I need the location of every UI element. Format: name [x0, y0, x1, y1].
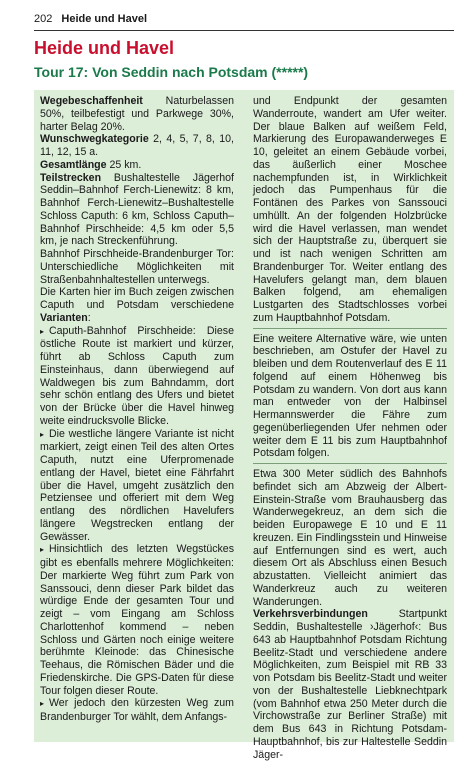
- bullet-text: Wer jedoch den kürzesten Weg zum Brandenburger Tor wählt, dem Anfangs-: [40, 697, 234, 723]
- varianten-colon: :: [87, 311, 91, 324]
- verkehrsverbindungen: [253, 608, 447, 761]
- bahnhof-paragraph: Bahnhof Pirschheide-Brandenburger Tor: Unterschiedliche Möglichkeiten mit Straßenbahnhaltestellen unterwegs.: [40, 248, 234, 286]
- header-rule: [34, 30, 454, 31]
- route-paragraph: und Endpunkt der gesamten Wanderroute, wandert am Ufer weiter. Der blaue Balken auf weißem Feld, Markierung des Europawanderweges E 10, geleitet an einem Gebäude vorbei, das äußerlich einer Moschee nachempfunden ist, in Wirklichkeit jedoch das Pumpenhaus für die Fontänen des Parkes von Sanssouci umhüllt. An der folgenden Holzbrücke wird die Havel verlassen, man wendet sich der Hauptstraße zu, überquert sie und ist nach wenigen Schritten am Brandenburger Tor. Weiter entlang des Havelufers gelangt man, dem blauen Balken folgend, am ehemaligen Lustgarten des Stadtschlosses vorbei zum Hauptbahnhof Potsdam.: [253, 95, 447, 324]
- gesamtlaenge-text: 25 km.: [106, 158, 142, 171]
- triangle-bullet-icon: ▸: [40, 429, 45, 439]
- gesamtlaenge: [40, 159, 234, 172]
- section-divider: [253, 463, 447, 464]
- wanderwegekreuz-paragraph: Etwa 300 Meter südlich des Bahnhofs befindet sich am Abzweig der Albert-Einstein-Straße vom Brauhausberg das Wanderwegekreuz, an dem sich die beiden Europawege E 10 und E 11 kreuzen. Ein Findlingsstein und Hinweise auf Entfernungen sind es wert, auch diesem Ort als Abschluss einen Besuch abzustatten. Vielleicht animiert das Wanderkreuz auch zu weiteren Wanderungen.: [253, 468, 447, 608]
- bullet-item: [40, 428, 234, 544]
- bullet-text: Die westliche längere Variante ist nicht markiert, zeigt einen Teil des alten Ortes Caputh, nutzt eine Uferpromenade entlang der Havel, bietet eine Fährfahrt über die Havel, umgeht zusätzlich den Petziensee und offeriert mit dem Weg entlang des nördlichen Havelufers längere Wegstrecken entlang der Gewässer.: [40, 427, 234, 543]
- tour-heading: [34, 64, 308, 80]
- varianten-intro: [40, 286, 234, 324]
- triangle-bullet-icon: ▸: [40, 699, 45, 709]
- right-column: [253, 95, 447, 761]
- left-column: [40, 95, 234, 724]
- page-number: 202: [34, 13, 53, 25]
- bullet-text: Caputh-Bahnhof Pirschheide: Diese östliche Route ist markiert und kürzer, führt ab Schloss Caputh zum Einsteinhaus, dann überwiegend auf Waldwegen bis zum Bahndamm, dort sehr schön entlang des Ufers und bietet von der Brücke über die Havel hinweg weite eindrucksvolle Blicke.: [40, 324, 234, 427]
- varianten-intro-text: Die Karten hier im Buch zeigen zwischen Caputh und Potsdam verschiedene: [40, 286, 234, 311]
- teilstrecken-text: Bushaltestelle Jägerhof Seddin–Bahnhof Ferch-Lienewitz: 8 km, Bahnhof Ferch-Lienewitz–Bushaltestelle Schloss Caputh: 6 km, Schloss Caputh–Bahnhof Pirschheide: 4,5 km oder 5,5 km, je nach Streckenführung.: [40, 171, 234, 248]
- gesamtlaenge-label: Gesamtlänge: [40, 158, 107, 171]
- tour-title: Von Seddin nach Potsdam (*****): [92, 64, 309, 80]
- varianten-label: Varianten: [40, 311, 88, 324]
- section-divider: [253, 328, 447, 329]
- verkehrsverbindungen-text: Startpunkt Seddin, Bushaltestelle ›Jägerhof‹: Bus 643 ab Hauptbahnhof Potsdam Richtung Beelitz-Stadt und verschiedene andere Möglichkeiten, zum Beispiel mit RB 33 von Potsdam bis Beelitz-Stadt und weiter von der Bushaltestelle Liebknechtpark (vom Bahnhof etwa 250 Meter durch die Virchowstraße zur Berliner Straße) mit dem Bus 643 in Richtung Potsdam-Hauptbahnhof, bis zur Haltestelle Seddin Jäger-: [253, 608, 447, 761]
- running-header: [34, 13, 452, 25]
- triangle-bullet-icon: ▸: [40, 545, 45, 555]
- wunschwegkategorie-label: Wunschwegkategorie: [40, 133, 149, 146]
- wegebeschaffenheit-text: Naturbelassen 50%, teilbefestigt und Parkwege 30%, harter Belag 20%.: [40, 95, 234, 133]
- tour-label: Tour 17:: [34, 64, 89, 80]
- wunschwegkategorie: [40, 133, 234, 159]
- teilstrecken-label: Teilstrecken: [40, 171, 102, 184]
- triangle-bullet-icon: ▸: [40, 326, 45, 336]
- bullet-item: [40, 325, 234, 428]
- wunschwegkategorie-text: 2, 4, 5, 7, 8, 10, 11, 12, 15 a.: [40, 133, 234, 158]
- running-title: Heide und Havel: [61, 13, 147, 25]
- wegebeschaffenheit: [40, 95, 234, 133]
- teilstrecken: [40, 172, 234, 249]
- bullet-text: Hinsichtlich des letzten Wegstückes gibt es ebenfalls mehrere Möglichkeiten: Der markierte Weg führt zum Park von Sanssouci, denn dieser Park bildet das würdige Ende der gesamten Tour und zeigt – vom Eingang am Schloss Charlottenhof kommend – neben Schloss und Gärten noch einige weitere berühmte Kleinode: das Chinesische Teehaus, die Römischen Bäder und die Friedenskirche. Die GPS-Daten für diese Tour folgen dieser Route.: [40, 543, 234, 697]
- info-box: [34, 90, 454, 761]
- verkehrsverbindungen-label: Verkehrsverbindungen: [253, 608, 368, 621]
- wegebeschaffenheit-label: Wegebeschaffenheit: [40, 95, 143, 107]
- bullet-item: [40, 697, 234, 724]
- bullet-item: [40, 543, 234, 697]
- alternative-paragraph: Eine weitere Alternative wäre, wie unten beschrieben, am Ostufer der Havel zu bleiben und dem Routenverlauf des E 11 folgend auf einem Höhenweg bis Potsdam zu wandern. Von dort aus kann man entweder von der Halbinsel Hermannswerder die Fähre zum gegenüberliegenden Ufer nehmen oder weiter dem E 11 bis zum Hauptbahnhof Potsdam folgen.: [253, 332, 447, 460]
- chapter-title: Heide und Havel: [34, 38, 175, 58]
